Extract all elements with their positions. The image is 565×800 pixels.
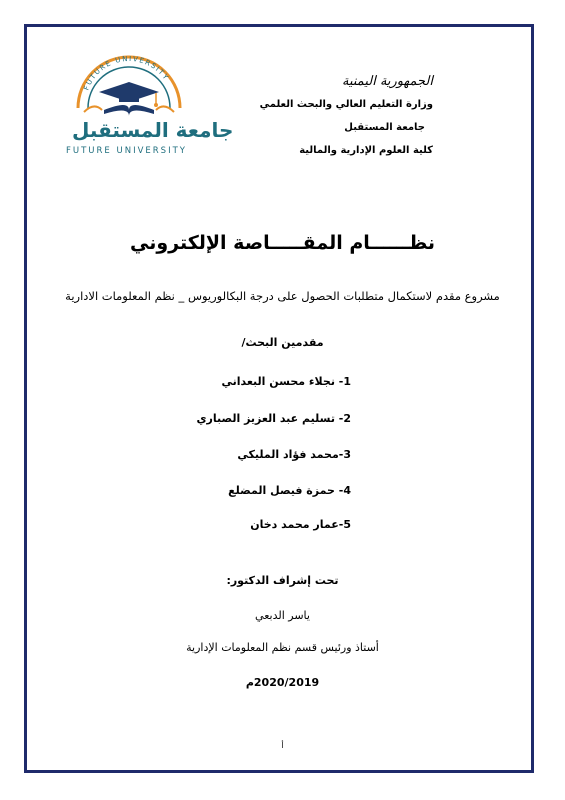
author-item: 2- تسليم عبد العزيز الصباري	[196, 412, 351, 425]
ministry-header: وزارة التعليم العالي والبحث العلمي	[259, 99, 433, 110]
authors-label: مقدمين البحث/	[241, 336, 324, 349]
author-item: 1- نجلاء محسن البعداني	[221, 375, 351, 388]
author-item: 5-عمار محمد دخان	[250, 518, 351, 531]
supervision-label: تحت إشراف الدكتور:	[226, 574, 339, 587]
author-item: 3-محمد فؤاد المليكي	[237, 448, 351, 461]
supervisor-title: أستاذ ورئيس قسم نظم المعلومات الإدارية	[186, 641, 379, 654]
university-header: جامعة المستقبل	[344, 122, 425, 133]
logo-ring-text: FUTURE UNIVERSITY	[82, 54, 171, 92]
supervisor-name: ياسر الدبعي	[255, 609, 310, 622]
author-item: 4- حمزة فيصل المضلع	[228, 484, 351, 497]
page-number: أ	[281, 741, 284, 750]
academic-year: 2020/2019م	[245, 676, 320, 689]
logo-english-name: FUTURE UNIVERSITY	[66, 146, 187, 156]
project-subtitle: مشروع مقدم لاستكمال متطلبات الحصول على درجة البكالوريوس _ نظم المعلومات الادارية	[65, 289, 500, 303]
logo-emblem-icon	[64, 52, 194, 122]
project-title: نظــــــام المقـــــاصة الإلكتروني	[129, 232, 436, 254]
republic-header: الجمهورية اليمنية	[341, 74, 433, 89]
logo-arabic-name: جامعة المستقبل	[72, 118, 234, 142]
college-header: كلية العلوم الإدارية والمالية	[299, 145, 433, 156]
